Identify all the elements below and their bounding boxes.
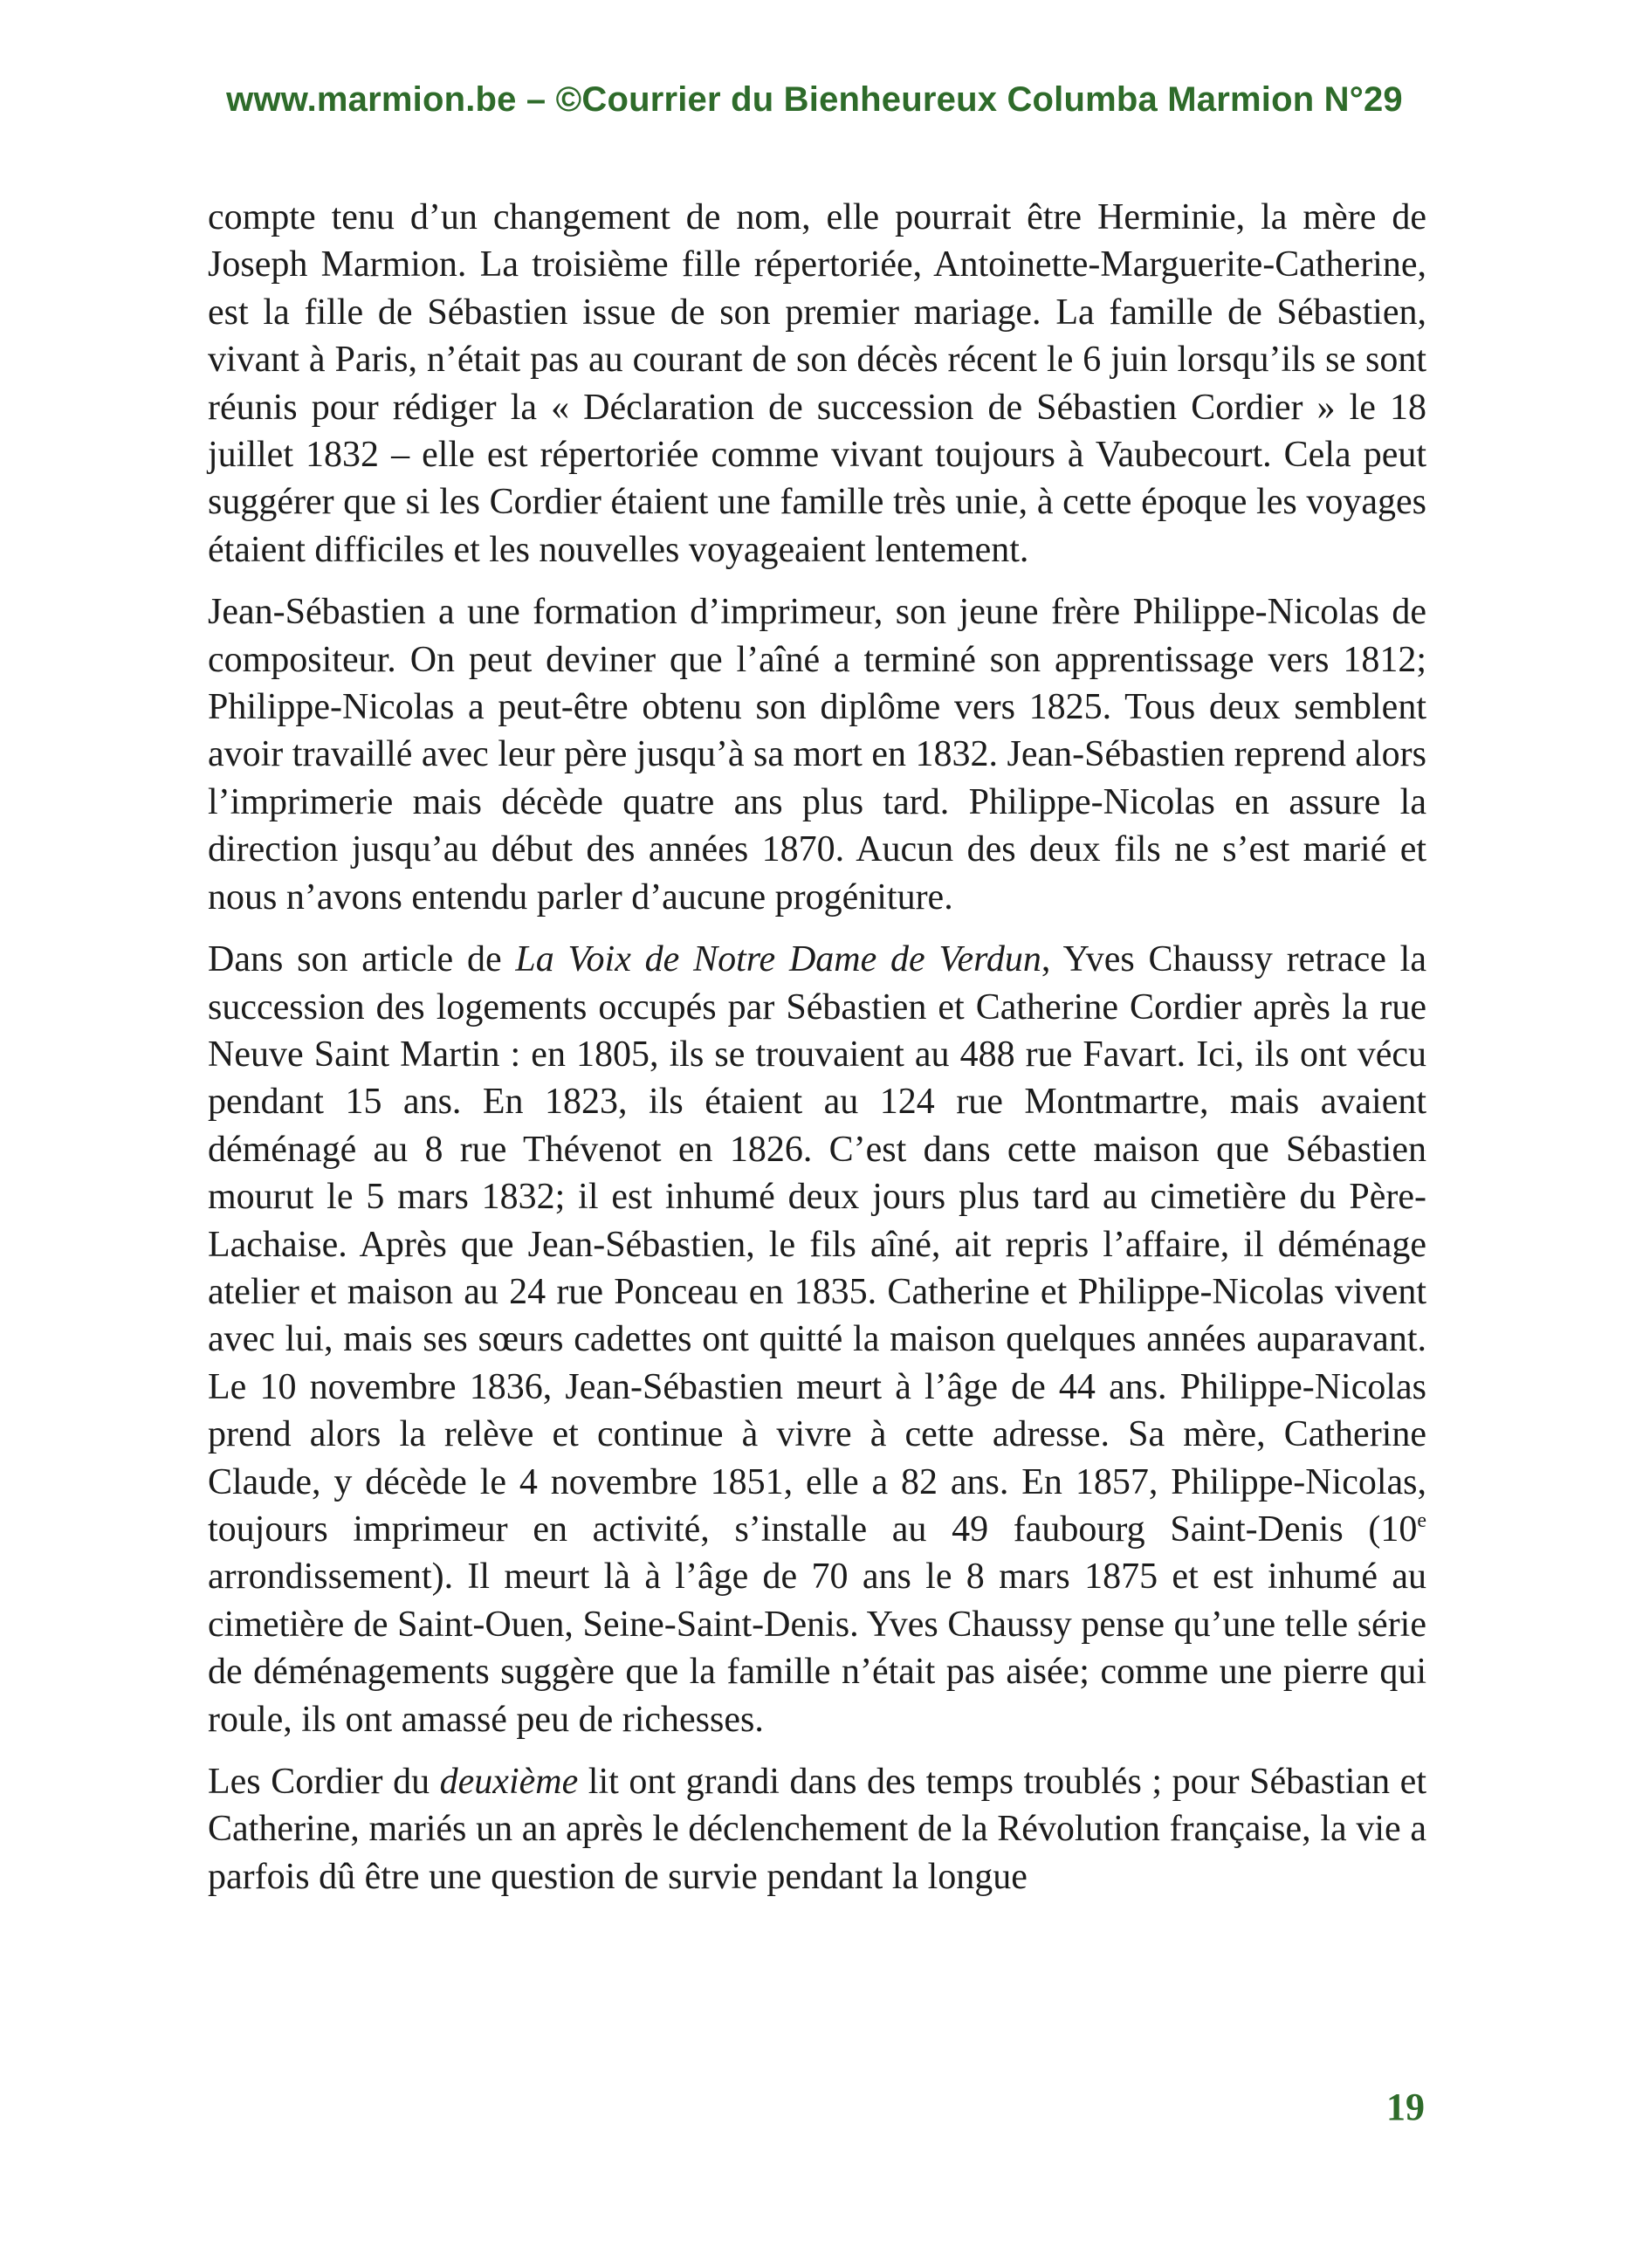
paragraph-1 (208, 194, 1426, 574)
paragraph-1-text: compte tenu d’un changement de nom, elle pourrait être Herminie, la mère de Joseph Marmion. La troisième fille répertoriée, Antoinette-Marguerite-Catherine, est la fille de Sébastien issue de son premier mariage. La famille de Sébastien, vivant à Paris, n’était pas au courant de son décès récent le 6 juin lorsqu’ils se sont réunis pour rédiger la « Déclaration de succession de Sébastien Cordier » le 18 juillet 1832 – elle est répertoriée comme vivant toujours à Vaubecourt. Cela peut suggérer que si les Cordier étaient une famille très unie, à cette époque les voyages étaient difficiles et les nouvelles voyageaient lentement. (208, 197, 1426, 570)
paragraph-4 (208, 1758, 1426, 1900)
paragraph-2 (208, 588, 1426, 921)
paragraph-4-text-end: lit ont grandi dans des temps troublés ; pour Sébastian et Catherine, mariés un an après le déclenchement de la Révolution française, la vie a parfois dû être une question de survie pendant la longue (208, 1762, 1426, 1897)
publication-title: La Voix de Notre Dame de Verdun (515, 939, 1041, 980)
paragraph-3-text-middle: , Yves Chaussy retrace la succession des logements occupés par Sébastien et Catherine Cordier après la rue Neuve Saint Martin : en 1805, ils se trouvaient au 488 rue Favart. Ici, ils ont vécu pendant 15 ans. En 1823, ils étaient au 124 rue Montmartre, mais avaient déménagé au 8 rue Thévenot en 1826. C’est dans cette maison que Sébastien mourut le 5 mars 1832; il est inhumé deux jours plus tard au cimetière du Père-Lachaise. Après que Jean-Sébastien, le fils aîné, ait repris l’affaire, il déménage atelier et maison au 24 rue Ponceau en 1835. Catherine et Philippe-Nicolas vivent avec lui, mais ses sœurs cadettes ont quitté la maison quelques années auparavant. Le 10 novembre 1836, Jean-Sébastien meurt à l’âge de 44 ans. Philippe-Nicolas prend alors la relève et continue à vivre à cette adresse. Sa mère, Catherine Claude, y décède le 4 novembre 1851, elle a 82 ans. En 1857, Philippe-Nicolas, toujours imprimeur en activité, s’installe au 49 faubourg Saint-Denis (10 (208, 939, 1426, 1550)
paragraph-4-text-start: Les Cordier du (208, 1762, 440, 1802)
paragraph-3-text-start: Dans son article de (208, 939, 516, 980)
page-header: www.marmion.be – ©Courrier du Bienheureux Columba Marmion N°29 (226, 80, 1403, 119)
article-body (208, 194, 1426, 1915)
paragraph-3 (208, 936, 1426, 1743)
paragraph-2-text: Jean-Sébastien a une formation d’imprimeur, son jeune frère Philippe-Nicolas de compositeur. On peut deviner que l’aîné a terminé son apprentissage vers 1812; Philippe-Nicolas a peut-être obtenu son diplôme vers 1825. Tous deux semblent avoir travaillé avec leur père jusqu’à sa mort en 1832. Jean-Sébastien reprend alors l’imprimerie mais décède quatre ans plus tard. Philippe-Nicolas en assure la direction jusqu’au début des années 1870. Aucun des deux fils ne s’est marié et nous n’avons entendu parler d’aucune progéniture. (208, 592, 1426, 918)
page-number: 19 (1386, 2086, 1425, 2128)
paragraph-3-text-end: arrondissement). Il meurt là à l’âge de 70 ans le 8 mars 1875 et est inhumé au cimetière de Saint-Ouen, Seine-Saint-Denis. Yves Chaussy pense qu’une telle série de déménagements suggère que la famille n’était pas aisée; comme une pierre qui roule, ils ont amassé peu de richesses. (208, 1557, 1426, 1740)
emphasized-word: deuxième (439, 1762, 579, 1802)
ordinal-superscript: e (1417, 1509, 1426, 1532)
